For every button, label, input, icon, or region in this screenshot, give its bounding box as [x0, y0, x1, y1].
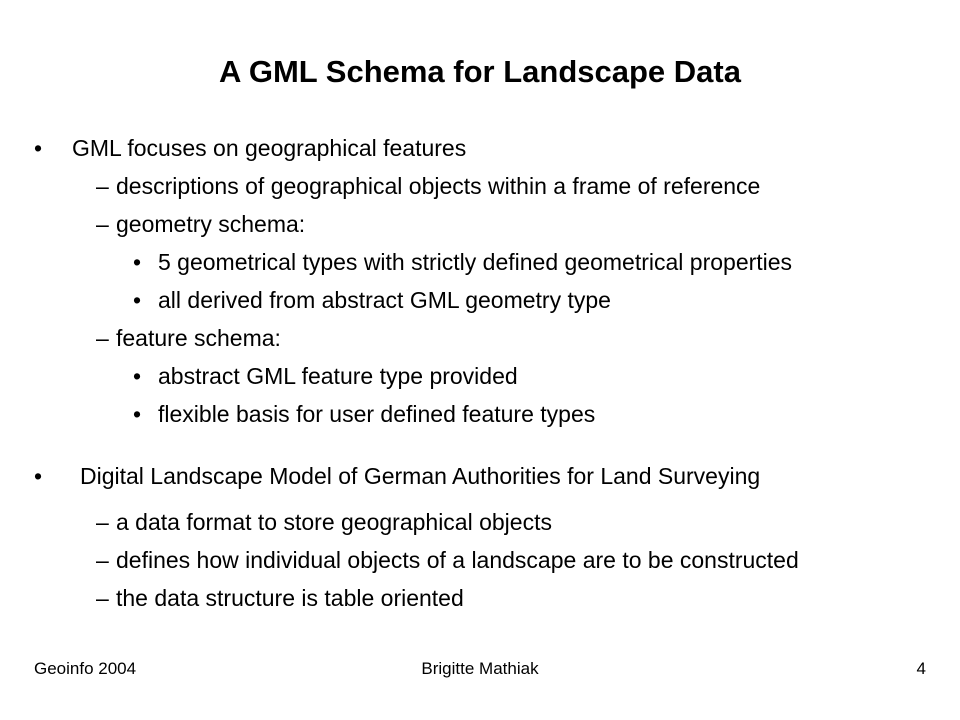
- page-number: 4: [916, 659, 926, 678]
- sub-sub-bullet-item: flexible basis for user defined feature types: [158, 401, 596, 427]
- dot-marker: •: [133, 401, 142, 427]
- dash-marker: –: [96, 325, 109, 351]
- bullet-item: Digital Landscape Model of German Authorities for Land Surveying: [80, 463, 761, 489]
- sub-bullet-item: descriptions of geographical objects within a frame of reference: [116, 173, 761, 199]
- sub-bullet-item: a data format to store geographical objects: [116, 509, 552, 535]
- sub-sub-bullet-item: abstract GML feature type provided: [158, 363, 518, 389]
- sub-sub-bullet-item: 5 geometrical types with strictly defined geometrical properties: [158, 249, 793, 275]
- sub-sub-bullet-item: all derived from abstract GML geometry type: [158, 287, 611, 313]
- bullet-marker: •: [34, 463, 43, 489]
- sub-bullet-item: defines how individual objects of a landscape are to be constructed: [116, 547, 799, 573]
- sub-bullet-item: feature schema:: [116, 325, 281, 351]
- dot-marker: •: [133, 363, 142, 389]
- footer-author: Brigitte Mathiak: [421, 659, 539, 678]
- dash-marker: –: [96, 509, 109, 535]
- dash-marker: –: [96, 211, 109, 237]
- dot-marker: •: [133, 287, 142, 313]
- dash-marker: –: [96, 547, 109, 573]
- dash-marker: –: [96, 585, 109, 611]
- slide-title: A GML Schema for Landscape Data: [219, 54, 741, 89]
- sub-bullet-item: the data structure is table oriented: [116, 585, 464, 611]
- footer-left: Geoinfo 2004: [34, 659, 137, 678]
- bullet-item: GML focuses on geographical features: [72, 135, 467, 161]
- bullet-marker: •: [34, 135, 43, 161]
- dash-marker: –: [96, 173, 109, 199]
- sub-bullet-item: geometry schema:: [116, 211, 306, 237]
- dot-marker: •: [133, 249, 142, 275]
